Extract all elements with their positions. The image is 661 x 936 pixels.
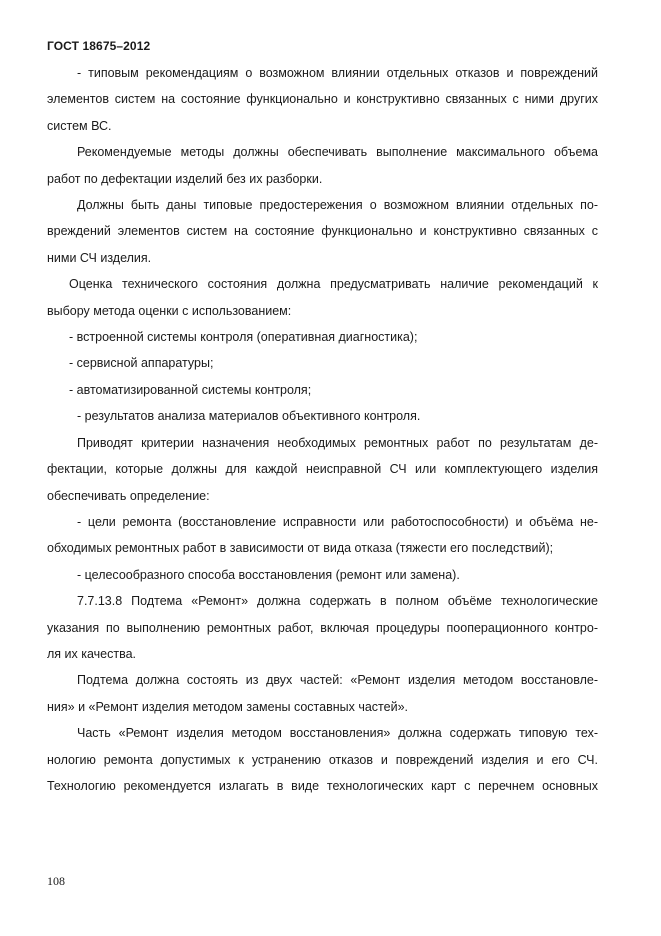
paragraph (47, 562, 598, 588)
text-line: Оценка технического состояния должна предусматривать наличие рекомендаций к (69, 277, 598, 292)
text-line: указания по выполнению ремонтных работ, включая процедуры пооперационного контро- (47, 620, 598, 635)
text-line: ними СЧ изделия. (47, 250, 152, 265)
text-line: Технологию рекомендуется излагать в виде технологических карт с перечнем основных (47, 778, 598, 793)
text-line: нологию ремонта допустимых к устранению отказов и повреждений изделия и его СЧ. (47, 752, 598, 767)
paragraph (47, 139, 598, 192)
text-line: - цели ремонта (восстановление исправности или работоспособности) и объёма не- (77, 514, 598, 529)
text-line: Должны быть даны типовые предостережения о возможном влиянии отдельных по- (77, 198, 598, 213)
text-line: Рекомендуемые методы должны обеспечивать выполнение максимального объема (77, 145, 598, 160)
text-line: - встроенной системы контроля (оперативная диагностика); (69, 330, 418, 345)
paragraph (47, 667, 598, 720)
paragraph (47, 403, 598, 429)
paragraph (47, 271, 598, 324)
text-line: ля их качества. (47, 646, 137, 661)
text-line: вреждений элементов систем на состояние функционально и конструктивно связанных с (47, 224, 598, 239)
text-line: выбору метода оценки с использованием: (47, 303, 292, 318)
text-line: систем ВС. (47, 118, 112, 133)
paragraph (47, 192, 598, 271)
paragraph (47, 60, 598, 139)
paragraph (47, 588, 598, 667)
text-line: Подтема должна состоять из двух частей: «Ремонт изделия методом восстановле- (77, 673, 598, 688)
text-line: работ по дефектации изделий без их разборки. (47, 171, 323, 186)
paragraph (47, 324, 598, 350)
text-line: - сервисной аппаратуры; (69, 356, 214, 371)
text-line: - целесообразного способа восстановления (ремонт или замена). (77, 567, 460, 582)
text-line: обходимых ремонтных работ в зависимости от вида отказа (тяжести его последствий); (47, 541, 554, 556)
text-line: 7.7.13.8 Подтема «Ремонт» должна содержать в полном объёме технологические (77, 594, 598, 609)
text-line: Приводят критерии назначения необходимых ремонтных работ по результатам де- (77, 435, 598, 450)
text-line: обеспечивать определение: (47, 488, 210, 503)
document-header: ГОСТ 18675–2012 (47, 39, 151, 53)
text-line: - автоматизированной системы контроля; (69, 382, 312, 397)
text-line: - результатов анализа материалов объективного контроля. (77, 409, 421, 424)
text-line: - типовым рекомендациям о возможном влиянии отдельных отказов и повреждений (77, 66, 598, 80)
paragraph (47, 377, 598, 403)
paragraph (47, 509, 598, 562)
page-number: 108 (47, 874, 65, 888)
paragraph (47, 720, 598, 799)
text-line: фектации, которые должны для каждой неисправной СЧ или комплектующего изделия (47, 462, 598, 477)
paragraph (47, 430, 598, 509)
text-line: Часть «Ремонт изделия методом восстановления» должна содержать типовую тех- (77, 726, 598, 741)
paragraph (47, 350, 598, 376)
document-body (47, 60, 598, 799)
text-line: ния» и «Ремонт изделия методом замены составных частей». (47, 699, 408, 714)
text-line: элементов систем на состояние функционально и конструктивно связанных с ними других (47, 92, 598, 107)
